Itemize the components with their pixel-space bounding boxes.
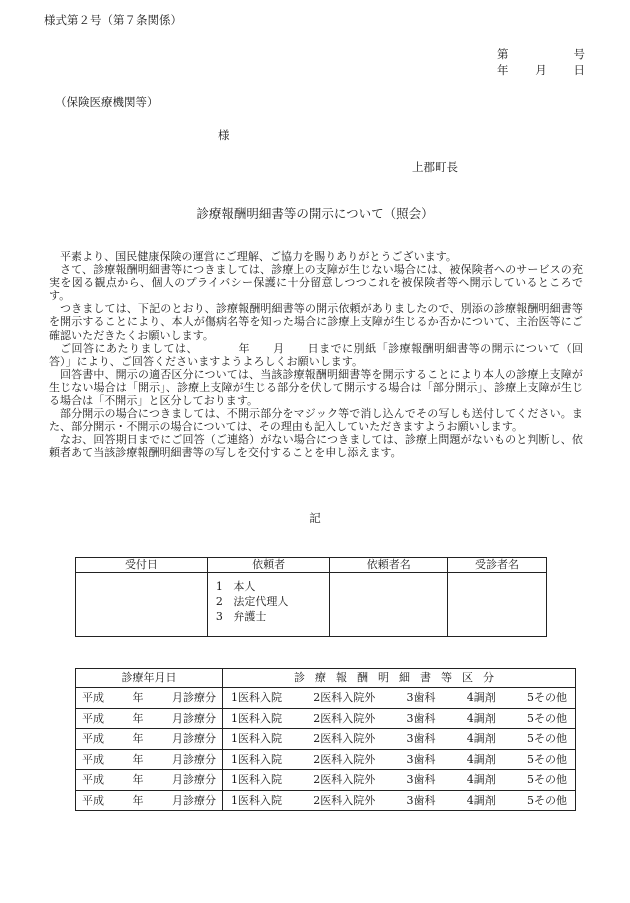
classification-option[interactable]: 3歯科	[406, 691, 436, 705]
period-era: 平成	[82, 752, 104, 766]
option-label: 弁護士	[233, 610, 267, 623]
period-era: 平成	[82, 793, 104, 807]
classification-option[interactable]: 4調剤	[466, 773, 496, 787]
classification-option[interactable]: 1医科入院	[231, 711, 282, 725]
treatment-period-cell[interactable]	[76, 749, 223, 770]
period-era: 平成	[82, 773, 104, 787]
table-row	[76, 749, 576, 770]
treatment-period-cell[interactable]	[76, 790, 223, 811]
classification-cell[interactable]	[223, 749, 576, 770]
classification-cell[interactable]	[223, 770, 576, 791]
requester-option[interactable]	[216, 594, 329, 609]
body-paragraph: 部分開示の場合につきましては、不開示部分をマジック等で消し込んでその写しも送付してください。また、部分開示・不開示の場合については、その理由も記入していただきますようお願いします。	[49, 407, 583, 434]
classification-option[interactable]: 2医科入院外	[313, 711, 376, 725]
treatment-period-cell[interactable]	[76, 770, 223, 791]
body-paragraph: 回答書中、開示の適否区分については、当該診療報酬明細書等を開示することにより本人の診療上支障が生じない場合は「開示」、診療上支障が生じる部分を伏して開示する場合は「部分開示」、診療上支障が生じる場合は「不開示」と区分しております。	[49, 367, 583, 408]
claims-body	[76, 688, 576, 811]
classification-option[interactable]: 5その他	[527, 732, 567, 746]
sender-name: 上郡町長	[412, 160, 458, 174]
classification-option[interactable]: 2医科入院外	[313, 752, 376, 766]
period-era: 平成	[82, 691, 104, 705]
classification-option[interactable]: 1医科入院	[231, 773, 282, 787]
treatment-period-cell[interactable]	[76, 708, 223, 729]
date-month: 月	[535, 63, 547, 77]
date-year: 年	[497, 63, 509, 77]
table-row	[76, 708, 576, 729]
table-row	[76, 729, 576, 750]
table-row	[76, 790, 576, 811]
option-number: 1	[215, 580, 223, 593]
header-requester: 依頼者	[207, 558, 329, 573]
request-table	[75, 557, 547, 637]
classification-option[interactable]: 3歯科	[406, 773, 436, 787]
classification-option[interactable]: 3歯科	[406, 793, 436, 807]
body-paragraph: なお、回答期日までにご回答（ご連絡）がない場合につきましては、診療上問題がないものと判断し、依頼者あて当該診療報酬明細書等の写しを交付することを申し添えます。	[49, 433, 583, 460]
classification-option[interactable]: 3歯科	[406, 732, 436, 746]
number-prefix: 第	[497, 47, 509, 61]
period-month: 月診療分	[172, 711, 216, 725]
claims-table	[75, 668, 576, 811]
header-treatment-period: 診療年月日	[76, 669, 223, 688]
number-suffix: 号	[573, 47, 585, 61]
date-day: 日	[573, 63, 585, 77]
classification-option[interactable]: 3歯科	[406, 752, 436, 766]
received-date-cell[interactable]	[76, 573, 208, 637]
period-year: 年	[132, 732, 144, 746]
option-label: 本人	[233, 580, 256, 593]
period-year: 年	[132, 752, 144, 766]
classification-option[interactable]: 1医科入院	[231, 793, 282, 807]
classification-option[interactable]: 5その他	[527, 773, 567, 787]
treatment-period-cell[interactable]	[76, 688, 223, 709]
classification-option[interactable]: 1医科入院	[231, 752, 282, 766]
body-paragraph: さて、診療報酬明細書等につきましては、診療上の支障が生じない場合には、被保険者へのサービスの充実を図る観点から、個人のプライバシー保護に十分留意しつつこれを被保険者等へ開示しているところです。	[49, 263, 583, 303]
header-requester-name: 依頼者名	[330, 558, 448, 573]
header-patient-name: 受診者名	[448, 558, 547, 573]
classification-cell[interactable]	[223, 688, 576, 709]
classification-option[interactable]: 1医科入院	[231, 732, 282, 746]
requester-option[interactable]	[216, 609, 329, 624]
body-text	[49, 250, 583, 460]
requester-cell[interactable]	[207, 573, 329, 637]
period-month: 月診療分	[172, 752, 216, 766]
classification-cell[interactable]	[223, 790, 576, 811]
document-date	[497, 64, 585, 78]
classification-option[interactable]: 2医科入院外	[313, 691, 376, 705]
classification-cell[interactable]	[223, 729, 576, 750]
requester-name-cell[interactable]	[330, 573, 448, 637]
classification-option[interactable]: 4調剤	[466, 711, 496, 725]
period-month: 月診療分	[172, 793, 216, 807]
treatment-period-cell[interactable]	[76, 729, 223, 750]
classification-option[interactable]: 5その他	[527, 691, 567, 705]
classification-option[interactable]: 5その他	[527, 793, 567, 807]
classification-option[interactable]: 1医科入院	[231, 691, 282, 705]
classification-option[interactable]: 4調剤	[466, 691, 496, 705]
classification-cell[interactable]	[223, 708, 576, 729]
classification-option[interactable]: 4調剤	[466, 732, 496, 746]
body-paragraph: ご回答にあたりましては、 年 月 日までに別紙「診療報酬明細書等の開示について（回答）」により、ご回答くださいますようよろしくお願いします。	[49, 341, 583, 368]
table-row	[76, 688, 576, 709]
classification-option[interactable]: 2医科入院外	[313, 793, 376, 807]
note-label: 記	[309, 511, 321, 525]
classification-option[interactable]: 4調剤	[466, 752, 496, 766]
form-number: 様式第２号（第７条関係）	[44, 13, 182, 27]
period-year: 年	[132, 793, 144, 807]
document-title: 診療報酬明細書等の開示について（照会）	[196, 206, 434, 221]
period-month: 月診療分	[172, 773, 216, 787]
classification-option[interactable]: 5その他	[527, 752, 567, 766]
classification-option[interactable]: 2医科入院外	[313, 773, 376, 787]
requester-option[interactable]	[216, 579, 329, 594]
classification-option[interactable]: 4調剤	[466, 793, 496, 807]
requester-options	[208, 573, 329, 624]
classification-option[interactable]: 5その他	[527, 711, 567, 725]
option-number: 3	[215, 610, 223, 623]
classification-option[interactable]: 3歯科	[406, 711, 436, 725]
body-paragraph: 平素より、国民健康保険の運営にご理解、ご協力を賜りありがとうございます。	[60, 250, 457, 263]
option-label: 法定代理人	[233, 595, 289, 608]
period-month: 月診療分	[172, 732, 216, 746]
document-number	[497, 48, 585, 62]
period-era: 平成	[82, 732, 104, 746]
classification-option[interactable]: 2医科入院外	[313, 732, 376, 746]
recipient-organization: （保険医療機関等）	[55, 95, 159, 109]
period-year: 年	[132, 711, 144, 725]
option-number: 2	[215, 595, 223, 608]
body-paragraph: つきましては、下記のとおり、診療報酬明細書等の開示依頼がありましたので、別添の診療報酬明細書等を開示することにより、本人が傷病名等を知った場合に診療上支障が生じるか否かについて、主治医等にご確認いただきたくお願いします。	[49, 302, 583, 342]
period-era: 平成	[82, 711, 104, 725]
recipient-honorific: 様	[218, 128, 230, 142]
period-year: 年	[132, 773, 144, 787]
period-year: 年	[132, 691, 144, 705]
table-row	[76, 770, 576, 791]
period-month: 月診療分	[172, 691, 216, 705]
header-received-date: 受付日	[76, 558, 208, 573]
patient-name-cell[interactable]	[448, 573, 547, 637]
header-classification: 診療報酬明細書等区分	[223, 669, 576, 688]
